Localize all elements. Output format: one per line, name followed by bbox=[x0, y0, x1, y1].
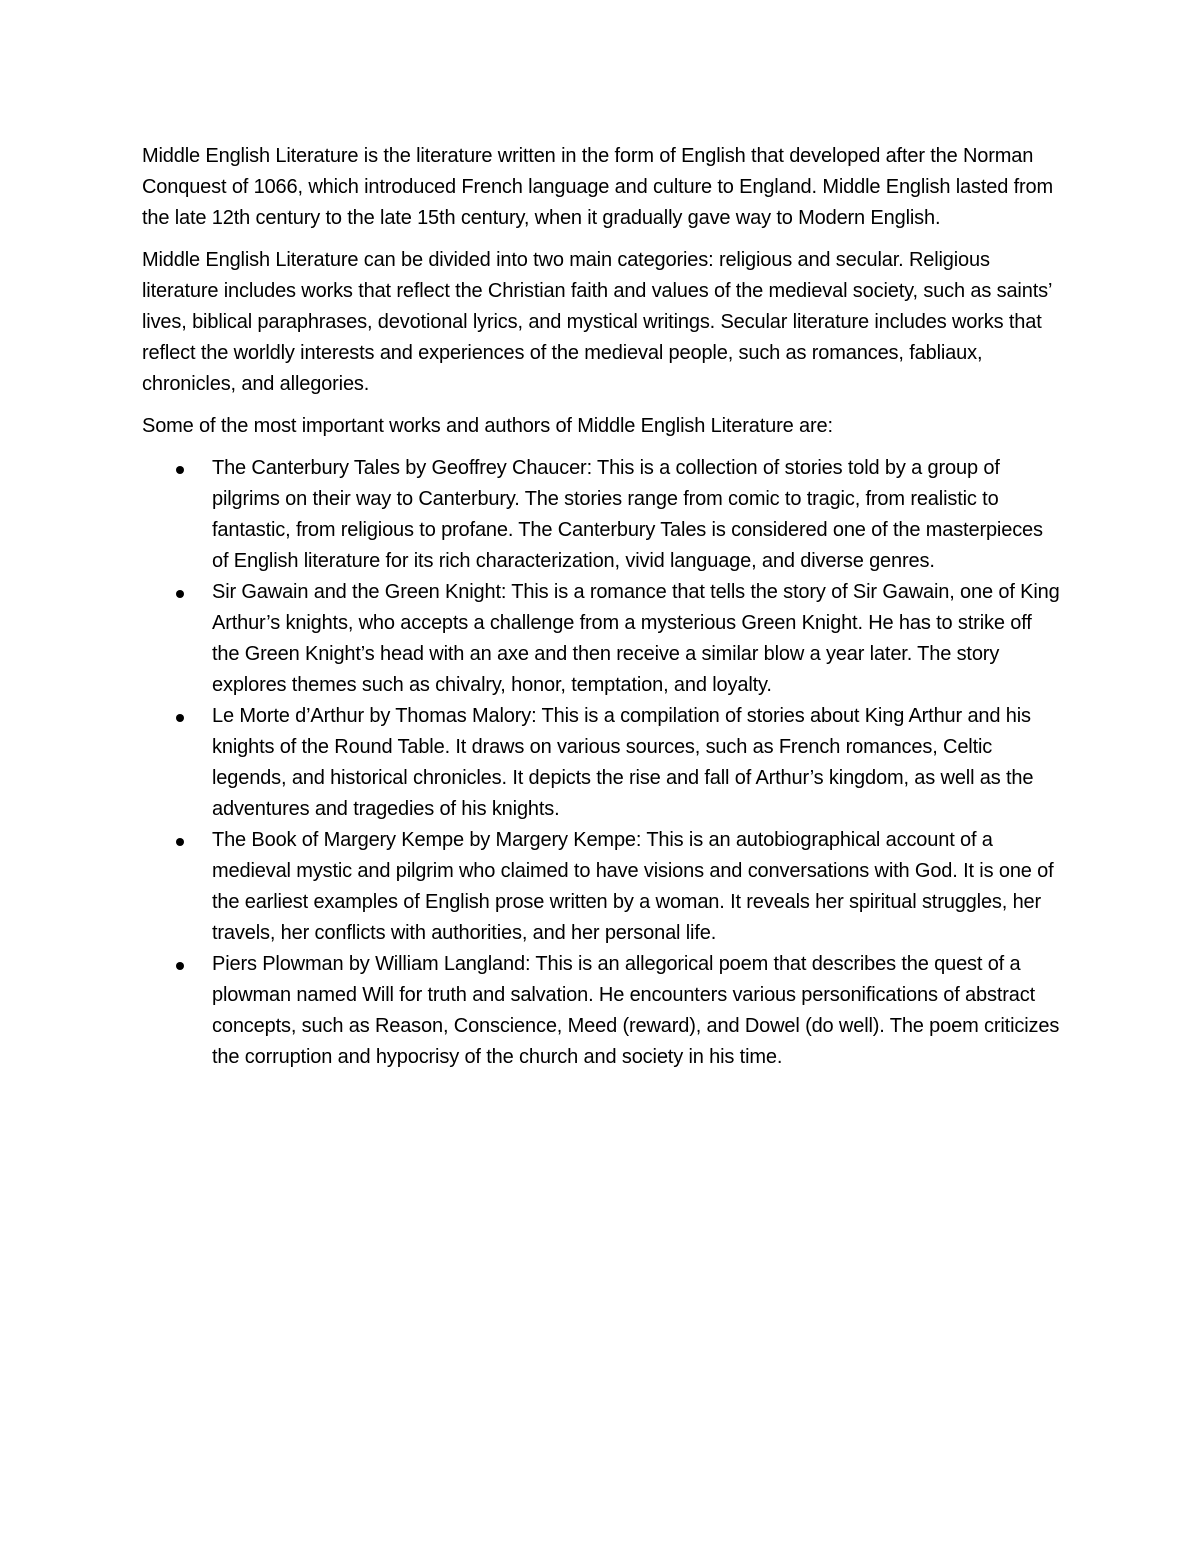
bullet-icon bbox=[176, 466, 184, 474]
list-item-text: The Book of Margery Kempe by Margery Kempe: This is an autobiographical account of a medieval mystic and pilgrim who claimed to have visions and conversations with God. It is one of the earliest examples of English prose written by a woman. It reveals her spiritual struggles, her travels, her conflicts with authorities, and her personal life. bbox=[212, 829, 1054, 944]
list-item bbox=[212, 701, 1062, 825]
list-item bbox=[212, 825, 1062, 949]
bullet-icon bbox=[176, 714, 184, 722]
list-item-text: Piers Plowman by William Langland: This is an allegorical poem that describes the quest of a plowman named Will for truth and salvation. He encounters various personifications of abstract concepts, such as Reason, Conscience, Meed (reward), and Dowel (do well). The poem criticizes the corruption and hypocrisy of the church and society in his time. bbox=[212, 953, 1060, 1068]
works-list bbox=[142, 453, 1062, 1073]
list-item bbox=[212, 453, 1062, 577]
list-item-text: Sir Gawain and the Green Knight: This is a romance that tells the story of Sir Gawain, one of King Arthur’s knights, who accepts a challenge from a mysterious Green Knight. He has to strike off the Green Knight’s head with an axe and then receive a similar blow a year later. The story explores themes such as chivalry, honor, temptation, and loyalty. bbox=[212, 581, 1060, 696]
list-item bbox=[212, 577, 1062, 701]
list-item bbox=[212, 949, 1062, 1073]
paragraph-categories: Middle English Literature can be divided into two main categories: religious and secular. Religious literature includes works that reflect the Christian faith and values of the medieval society, such as saints’ lives, biblical paraphrases, devotional lyrics, and mystical writings. Secular literature includes works that reflect the worldly interests and experiences of the medieval people, such as romances, fabliaux, chronicles, and allegories. bbox=[142, 249, 1052, 395]
document-body bbox=[142, 141, 1062, 1073]
paragraph-list-intro: Some of the most important works and authors of Middle English Literature are: bbox=[142, 415, 833, 437]
bullet-icon bbox=[176, 838, 184, 846]
list-item-text: Le Morte d’Arthur by Thomas Malory: This is a compilation of stories about King Arthur and his knights of the Round Table. It draws on various sources, such as French romances, Celtic legends, and historical chronicles. It depicts the rise and fall of Arthur’s kingdom, as well as the adventures and tragedies of his knights. bbox=[212, 705, 1034, 820]
bullet-icon bbox=[176, 590, 184, 598]
list-item-text: The Canterbury Tales by Geoffrey Chaucer: This is a collection of stories told by a group of pilgrims on their way to Canterbury. The stories range from comic to tragic, from realistic to fantastic, from religious to profane. The Canterbury Tales is considered one of the masterpieces of English literature for its rich characterization, vivid language, and diverse genres. bbox=[212, 457, 1043, 572]
paragraph-introduction: Middle English Literature is the literature written in the form of English that developed after the Norman Conquest of 1066, which introduced French language and culture to England. Middle English lasted from the late 12th century to the late 15th century, when it gradually gave way to Modern English. bbox=[142, 145, 1053, 229]
bullet-icon bbox=[176, 962, 184, 970]
